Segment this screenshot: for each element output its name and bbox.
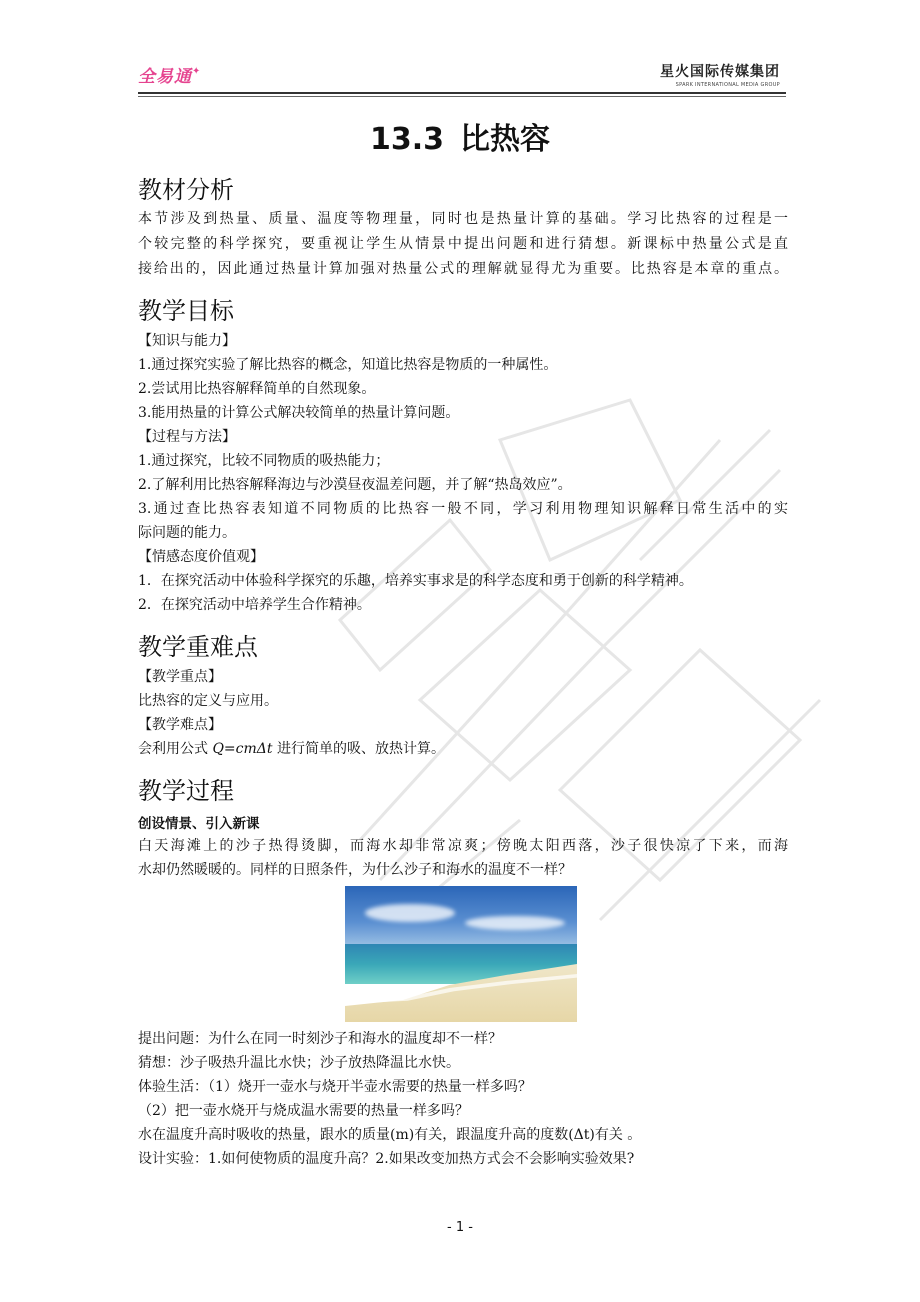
photo-cloud [465, 916, 565, 930]
knowledge-label: 【知识与能力】 [138, 333, 236, 349]
header-divider-thin [138, 96, 786, 97]
goal-item: 2.了解利用比热容解释海边与沙漠昼夜温差问题，并了解“热岛效应”。 [138, 477, 572, 493]
header-divider [138, 92, 786, 94]
goal-item: 1.通过探究，比较不同物质的吸热能力； [138, 453, 390, 469]
difficulty-suffix: 进行简单的吸、放热计算。 [272, 741, 445, 757]
intro-line: 水却仍然暖暖的。同样的日照条件，为什么沙子和海水的温度不一样？ [138, 862, 572, 878]
page-title [0, 114, 920, 158]
beach-photo [345, 886, 577, 1022]
section-heading-analysis: 教材分析 [138, 176, 234, 204]
goal-item: 2．在探究活动中培养学生合作精神。 [138, 597, 371, 613]
logo [138, 62, 201, 87]
process-line: 提出问题：为什么在同一时刻沙子和海水的温度却不一样？ [138, 1031, 502, 1047]
title-text: 比热容 [460, 122, 551, 157]
intro-line: 白天海滩上的沙子热得烫脚，而海水却非常凉爽；傍晚太阳西落，沙子很快凉了下来，而海 [138, 838, 788, 854]
analysis-line: 接给出的，因此通过热量计算加强对热量公式的理解就显得尤为重要。比热容是本章的重点。 [138, 261, 788, 277]
brand [660, 61, 780, 88]
focus-text: 比热容的定义与应用。 [138, 693, 278, 709]
goal-item: 1．在探究活动中体验科学探究的乐趣，培养实事求是的科学态度和勇于创新的科学精神。 [138, 573, 693, 589]
process-line: （2）把一壶水烧开与烧成温水需要的热量一样多吗？ [138, 1103, 469, 1119]
process-line: 体验生活：（1）烧开一壶水与烧开半壶水需要的热量一样多吗？ [138, 1079, 532, 1095]
process-label: 【过程与方法】 [138, 429, 236, 445]
section-heading-process: 教学过程 [138, 777, 234, 805]
goal-item: 际问题的能力。 [138, 525, 236, 541]
goal-item: 1.通过探究实验了解比热容的概念，知道比热容是物质的一种属性。 [138, 357, 558, 373]
page-header [138, 60, 786, 96]
difficulty-prefix: 会利用公式 [138, 741, 213, 757]
process-line: 设计实验：1.如何使物质的温度升高？2.如果改变加热方式会不会影响实验效果? [138, 1151, 635, 1167]
focus-label: 【教学重点】 [138, 669, 222, 685]
emotion-label: 【情感态度价值观】 [138, 549, 264, 565]
analysis-line: 个较完整的科学探究，要重视让学生从情景中提出问题和进行猜想。新课标中热量公式是直 [138, 236, 788, 252]
subsection-heading: 创设情景、引入新课 [138, 816, 260, 832]
goal-item: 3.能用热量的计算公式解决较简单的热量计算问题。 [138, 405, 460, 421]
goal-item: 3.通过查比热容表知道不同物质的比热容一般不同，学习利用物理知识解释日常生活中的实 [138, 501, 788, 517]
difficulty-label: 【教学难点】 [138, 717, 222, 733]
brand-name-en: SPARK INTERNATIONAL MEDIA GROUP [675, 82, 780, 88]
process-line: 水在温度升高时吸收的热量，跟水的质量(m)有关，跟温度升高的度数(Δt)有关 。 [138, 1127, 642, 1143]
goal-item: 2.尝试用比热容解释简单的自然现象。 [138, 381, 376, 397]
section-heading-goals: 教学目标 [138, 297, 234, 325]
sparkle-icon: ✦ [192, 66, 202, 77]
logo-text: 全易通 [138, 67, 192, 87]
difficulty-text [138, 738, 788, 760]
page-number: - 1 - [447, 1220, 473, 1235]
photo-cloud [365, 904, 455, 922]
analysis-line: 本节涉及到热量、质量、温度等物理量，同时也是热量计算的基础。学习比热容的过程是一 [138, 211, 788, 227]
formula: Q=cm [212, 741, 257, 757]
process-line: 猜想：沙子吸热升温比水快；沙子放热降温比水快。 [138, 1055, 460, 1071]
title-number: 13.3 [369, 122, 445, 157]
formula-delta: Δt [256, 741, 273, 757]
section-heading-keypoints: 教学重难点 [138, 633, 258, 661]
brand-name-cn: 星火国际传媒集团 [660, 64, 780, 80]
